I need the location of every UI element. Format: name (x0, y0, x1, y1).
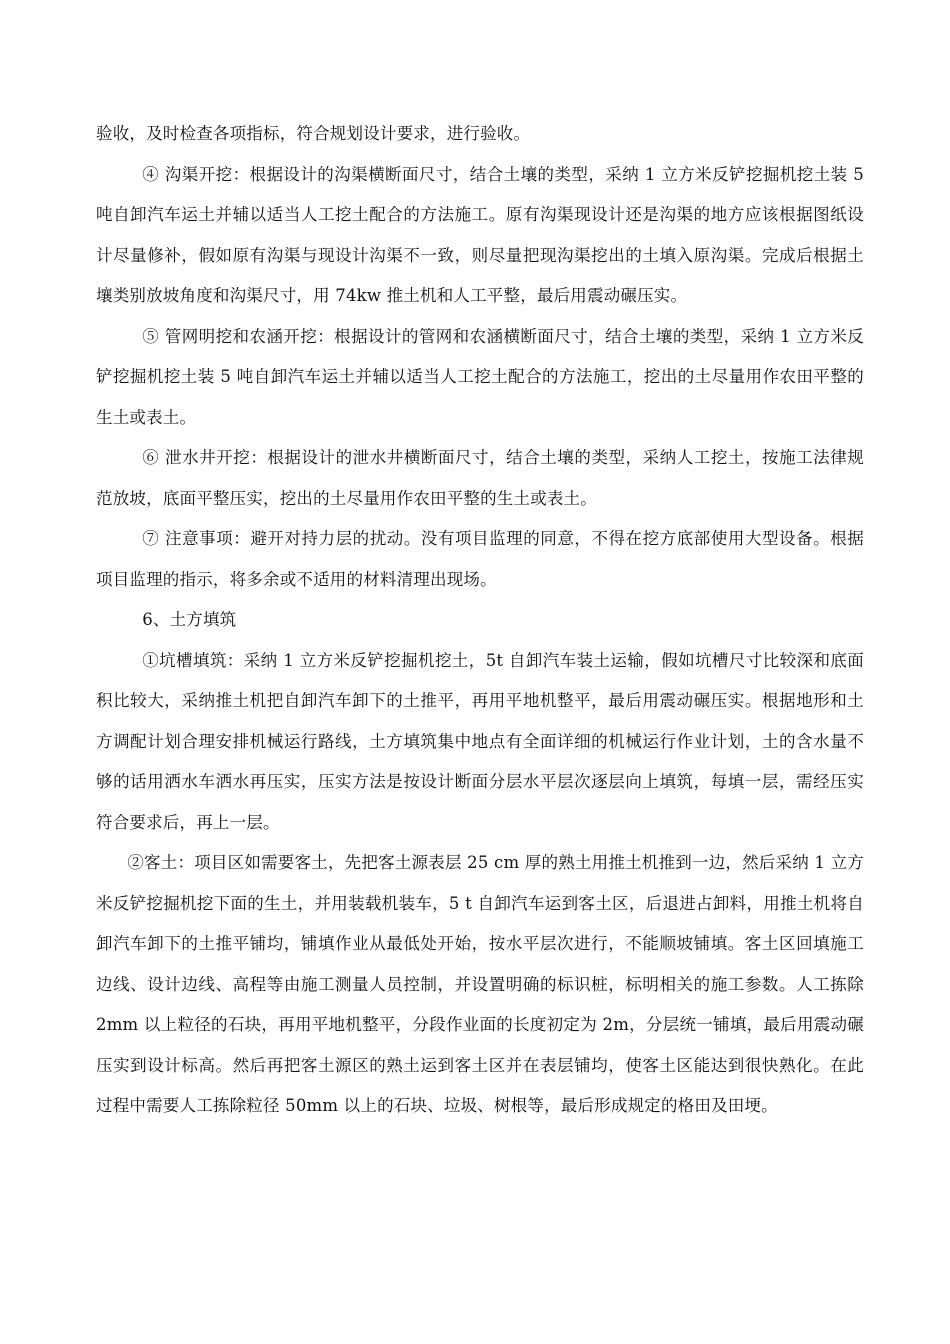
paragraph-pit-filling: ①坑槽填筑：采纳 1 立方米反铲挖掘机挖土，5t 自卸汽车装土运输，假如坑槽尺寸比较深和底面积比较大，采纳推土机把自卸汽车卸下的土推平，再用平地机整平，最后用震动碾压实。根据地形和土方调配计划合理安排机械运行路线，土方填筑集中地点有全面详细的机械运行作业计划，土的含水量不够的话用洒水车洒水再压实，压实方法是按设计断面分层水平层次逐层向上填筑，每填一层，需经压实符合要求后，再上一层。 (96, 650, 864, 832)
paragraph-drain-well-excavation: ⑥ 泄水井开挖：根据设计的泄水井横断面尺寸，结合土壤的类型，采纳人工挖土，按施工法律规范放坡，底面平整压实，挖出的土尽量用作农田平整的生土或表土。 (96, 448, 864, 508)
document-page (96, 114, 864, 1127)
paragraph-notes: ⑦ 注意事项：避开对持力层的扰动。没有项目监理的同意，不得在挖方底部使用大型设备。根据项目监理的指示，将多余或不适用的材料清理出现场。 (96, 529, 864, 589)
paragraph-pipe-culvert-excavation: ⑤ 管网明挖和农涵开挖：根据设计的管网和农涵横断面尺寸，结合土壤的类型，采纳 1 立方米反铲挖掘机挖土装 5 吨自卸汽车运土并辅以适当人工挖土配合的方法施工，挖出的土尽量用作农田平整的生土或表土。 (96, 326, 864, 427)
section-heading-earth-filling: 6、土方填筑 (142, 610, 237, 629)
paragraph-ditch-excavation: ④ 沟渠开挖：根据设计的沟渠横断面尺寸，结合土壤的类型，采纳 1 立方米反铲挖掘机挖土装 5 吨自卸汽车运土并辅以适当人工挖土配合的方法施工。原有沟渠现设计还是沟渠的地方应该根据图纸设计尽量修补，假如原有沟渠与现设计沟渠不一致，则尽量把现沟渠挖出的土填入原沟渠。完成后根据土壤类别放坡角度和沟渠尺寸，用 74kw 推土机和人工平整，最后用震动碾压实。 (96, 164, 864, 305)
paragraph-borrow-soil: ②客土：项目区如需要客土，先把客土源表层 25 cm 厚的熟土用推土机推到一边，然后采纳 1 立方米反铲挖掘机挖下面的生土，并用装载机装车，5 t 自卸汽车运到客土区，后退进占卸料，用推土机将自卸汽车卸下的土推平铺均，铺填作业从最低处开始，按水平层次进行，不能顺坡铺填。客土区回填施工边线、设计边线、高程等由施工测量人员控制，并设置明确的标识桩，标明相关的施工参数。人工拣除 2mm 以上粒径的石块，再用平地机整平，分段作业面的长度初定为 2m，分层统一铺填，最后用震动碾压实到设计标高。然后再把客土源区的熟土运到客土区并在表层铺均，使客土区能达到很快熟化。在此过程中需要人工拣除粒径 50mm 以上的石块、垃圾、树根等，最后形成规定的格田及田埂。 (96, 853, 864, 1115)
paragraph-acceptance: 验收，及时检查各项指标，符合规划设计要求，进行验收。 (96, 124, 531, 143)
